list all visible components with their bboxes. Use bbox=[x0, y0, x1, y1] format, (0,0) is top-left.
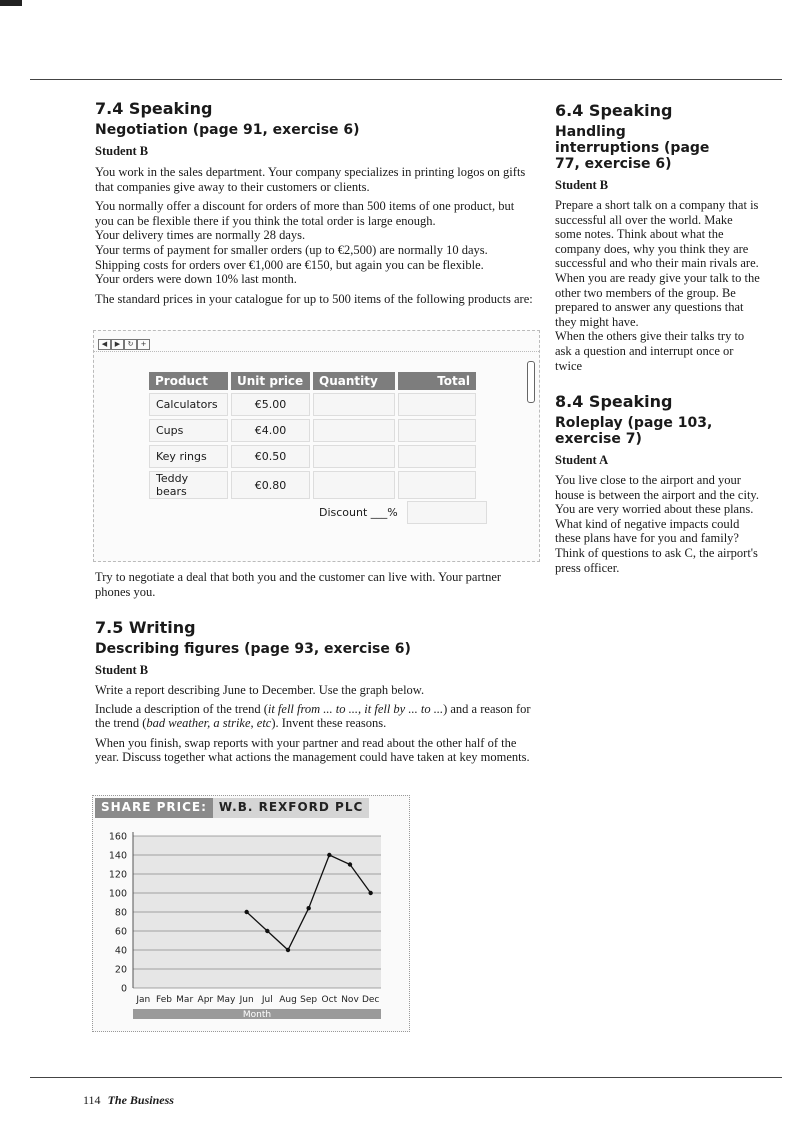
column-header: Unit price bbox=[231, 372, 310, 390]
x-tick-label: Nov bbox=[341, 995, 359, 1005]
student-label: Student B bbox=[555, 178, 609, 192]
paragraph: You live close to the airport and your house is between the airport and the city. You are very worried about these plans. What kind of negative impacts could these plans have for you and family? Think of questions to ask C, the airport's press officer. bbox=[555, 473, 759, 575]
paragraph: The standard prices in your catalogue for up to 500 items of the following products are: bbox=[95, 291, 533, 306]
column-header: Quantity bbox=[313, 372, 395, 390]
scrollbar bbox=[527, 361, 535, 403]
chart-plot bbox=[93, 796, 409, 1031]
y-tick-label: 140 bbox=[108, 850, 127, 862]
paragraph: Write a report describing June to December. Use the graph below. bbox=[95, 683, 425, 697]
subheading-roleplay: Roleplay (page 103, exercise 7) bbox=[555, 415, 713, 447]
section-8-4 bbox=[555, 392, 770, 575]
quantity-cell bbox=[313, 419, 395, 442]
data-point bbox=[286, 948, 290, 952]
italic-text: it fell from ... to ..., it fell by ... to ... bbox=[267, 701, 444, 716]
chart-title-part2: W.B. REXFORD PLC bbox=[213, 798, 369, 818]
price-cell: €5.00 bbox=[231, 393, 310, 416]
price-cell: €0.80 bbox=[231, 471, 310, 499]
student-label: Student A bbox=[555, 453, 609, 467]
x-tick-label: Mar bbox=[176, 995, 194, 1005]
subheading-negotiation: Negotiation (page 91, exercise 6) bbox=[95, 122, 360, 138]
price-table-window bbox=[93, 330, 540, 562]
x-tick-label: Feb bbox=[156, 995, 172, 1005]
x-tick-label: Aug bbox=[279, 995, 297, 1005]
column-header: Total bbox=[398, 372, 476, 390]
y-tick-label: 80 bbox=[114, 907, 127, 919]
total-cell bbox=[398, 393, 476, 416]
y-tick-label: 100 bbox=[108, 888, 127, 900]
page-footer bbox=[83, 1093, 174, 1108]
text: Include a description of the trend ( bbox=[95, 701, 268, 716]
x-axis-label: Month bbox=[242, 1010, 272, 1020]
y-tick-label: 160 bbox=[108, 831, 127, 843]
bottom-rule bbox=[30, 1077, 782, 1078]
add-icon: + bbox=[137, 339, 150, 350]
paragraph: When the others give their talks try to ask a question and interrupt once or twice bbox=[555, 329, 745, 373]
student-label: Student B bbox=[95, 663, 149, 677]
x-tick-label: Jan bbox=[136, 995, 151, 1005]
student-label: Student B bbox=[95, 144, 149, 158]
subheading-describing-figures: Describing figures (page 93, exercise 6) bbox=[95, 641, 411, 657]
quantity-cell bbox=[313, 393, 395, 416]
data-point bbox=[265, 929, 269, 933]
paragraph: Try to negotiate a deal that both you and the customer can live with. Your partner phones you. bbox=[95, 570, 502, 599]
data-point bbox=[306, 906, 310, 910]
y-tick-label: 40 bbox=[114, 945, 127, 957]
quantity-cell bbox=[313, 445, 395, 468]
y-tick-label: 20 bbox=[114, 964, 127, 976]
product-cell: Cups bbox=[149, 419, 228, 442]
heading-7-4: 7.4 Speaking bbox=[95, 99, 213, 118]
table-row bbox=[149, 445, 476, 468]
x-tick-label: Jun bbox=[239, 995, 254, 1005]
text: ). Invent these reasons. bbox=[271, 716, 387, 731]
paragraph: Your delivery times are normally 28 days. bbox=[95, 228, 306, 243]
y-tick-label: 0 bbox=[120, 983, 127, 995]
data-point bbox=[348, 862, 352, 866]
data-point bbox=[327, 853, 331, 857]
page-number: 114 bbox=[83, 1093, 101, 1107]
paragraph: You normally offer a discount for orders of more than 500 items of one product, but you can be flexible there if you think the total order is large enough. bbox=[95, 199, 515, 228]
section-7-5 bbox=[95, 618, 535, 765]
paragraph: Your orders were down 10% last month. bbox=[95, 272, 297, 287]
x-tick-label: Oct bbox=[321, 995, 338, 1005]
heading-7-5: 7.5 Writing bbox=[95, 618, 196, 637]
data-point bbox=[244, 910, 248, 914]
table-row bbox=[149, 419, 476, 442]
section-7-4-end bbox=[95, 570, 535, 599]
paragraph: Prepare a short talk on a company that is successful all over the world. Make some notes. Think about what the company does, why you think they are successful and who their main rivals are. bbox=[555, 198, 759, 271]
paragraph: When you are ready give your talk to the other two members of the group. Be prepared to answer any questions that they might have. bbox=[555, 270, 760, 329]
x-tick-label: Jul bbox=[261, 995, 273, 1005]
section-7-4 bbox=[95, 99, 535, 306]
price-cell: €0.50 bbox=[231, 445, 310, 468]
back-icon: ◀ bbox=[98, 339, 111, 350]
x-tick-label: Dec bbox=[361, 995, 380, 1005]
subheading-handling-interruptions: Handling interruptions (page 77, exercise 6) bbox=[555, 124, 710, 172]
total-cell bbox=[398, 445, 476, 468]
heading-8-4: 8.4 Speaking bbox=[555, 392, 673, 411]
chart-title-part1: SHARE PRICE: bbox=[95, 798, 213, 818]
table-row bbox=[149, 471, 476, 499]
price-cell: €4.00 bbox=[231, 419, 310, 442]
price-table bbox=[146, 369, 479, 502]
text: ) and a reason for the trend ( bbox=[95, 701, 531, 731]
refresh-icon: ↻ bbox=[124, 339, 137, 350]
corner-mark bbox=[0, 0, 22, 6]
browser-toolbar bbox=[94, 331, 539, 352]
quantity-cell bbox=[313, 471, 395, 499]
share-price-chart bbox=[92, 795, 410, 1032]
total-cell bbox=[398, 471, 476, 499]
column-header: Product bbox=[149, 372, 228, 390]
italic-text: bad weather, a strike, etc bbox=[146, 716, 272, 731]
y-tick-label: 120 bbox=[108, 869, 127, 881]
x-tick-label: May bbox=[216, 995, 236, 1005]
y-tick-label: 60 bbox=[114, 926, 127, 938]
book-title: The Business bbox=[107, 1093, 174, 1107]
forward-icon: ▶ bbox=[111, 339, 124, 350]
total-cell bbox=[398, 419, 476, 442]
paragraph bbox=[95, 702, 535, 731]
paragraph: When you finish, swap reports with your partner and read about the other half of the year. Discuss together what actions the management could have taken at key moments. bbox=[95, 735, 530, 765]
paragraph: You work in the sales department. Your company specializes in printing logos on gifts that companies give away to their customers or clients. bbox=[95, 165, 526, 194]
heading-6-4: 6.4 Speaking bbox=[555, 101, 673, 120]
top-rule bbox=[30, 79, 782, 80]
product-cell: Key rings bbox=[149, 445, 228, 468]
table-header-row bbox=[149, 372, 476, 390]
section-6-4 bbox=[555, 101, 770, 373]
discount-total-cell bbox=[407, 501, 487, 524]
data-point bbox=[368, 891, 372, 895]
product-cell: Calculators bbox=[149, 393, 228, 416]
table-row bbox=[149, 393, 476, 416]
x-tick-label: Sep bbox=[300, 995, 318, 1005]
paragraph: Your terms of payment for smaller orders (up to €2,500) are normally 10 days. Shipping costs for orders over €1,000 are €150, but again you can be flexible. bbox=[95, 242, 488, 272]
product-cell: Teddy bears bbox=[149, 471, 228, 499]
x-tick-label: Apr bbox=[197, 995, 214, 1005]
discount-label: Discount ___% bbox=[319, 506, 398, 519]
